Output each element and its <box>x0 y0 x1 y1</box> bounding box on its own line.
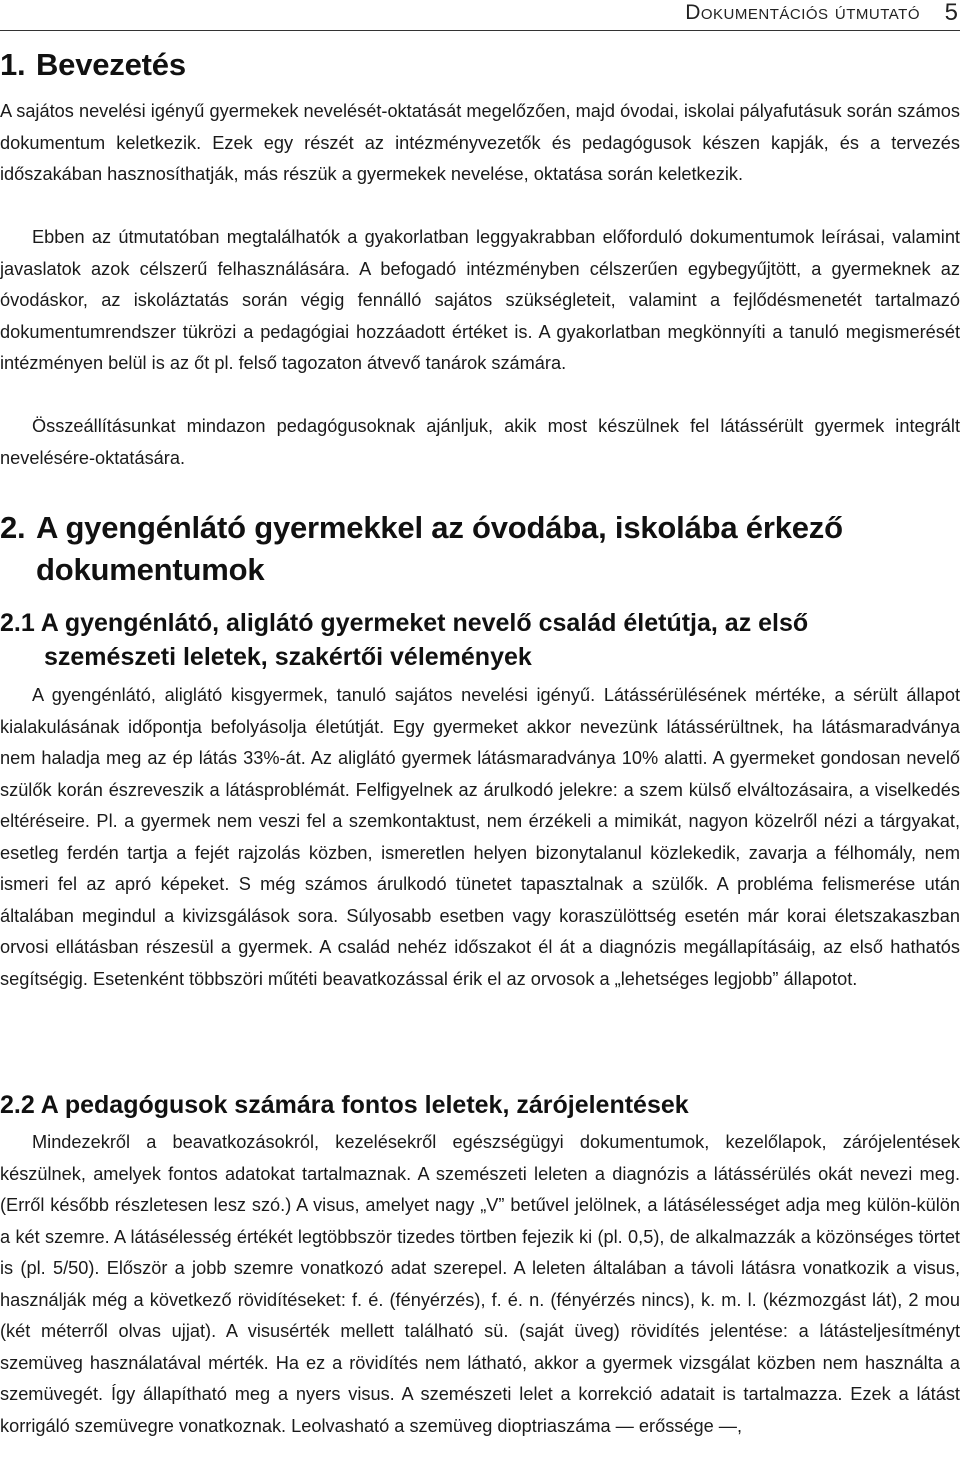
section-2-2-paragraph: Mindezekről a beavatkozásokról, kezelésekről egészségügyi dokumentumok, kezelőlapok, zárójelentések készülnek, amelyek fontos adatokat tartalmaznak. A szemészeti leleten a diagnózis a látássérülés okát nevezi meg. (Erről később részletesen lesz szó.) A visus, amelyet nagy „V” betűvel jelölnek, a látásélességet adja meg külön-külön a két szemre. A látásélesség értékét legtöbbször tizedes törtben fejezik ki (pl. 0,5), de alkalmazzák a közönséges törtet is (pl. 5/50). Először a jobb szemre vonatkozó adat szerepel. A leleten általában a távoli látásra vonatkozik a visus, használják még a következő rövidítéseket: f. é. (fényérzés), f. é. n. (fényérzés nincs), k. m. l. (kézmozgást lát), 2 mou (két méterről olvas ujjat). A visusérték mellett található sü. (saját üveg) rövidítés jelentése: a látásteljesítményt szemüveg használatával mérték. Ha ez a rövidítés nem látható, akkor a gyermek vizsgálat közben nem használta a szemüvegét. Így állapítható meg a nyers visus. A szemészeti lelet a korrekció adatait is tartalmazza. Ezek a látást korrigáló szemüvegre vonatkoznak. Leolvasható a szemüveg dioptriaszáma — erőssége —, <box>0 1132 960 1436</box>
section-2-2-heading: 2.2 A pedagógusok számára fontos leletek, zárójelentések <box>0 1091 689 1119</box>
section-2-title-line1: A gyengénlátó gyermekkel az óvodába, iskolába érkező <box>36 510 843 545</box>
section-2-1-title-line2: szemészeti leletek, szakértői vélemények <box>44 643 532 671</box>
page-number: 5 <box>944 0 958 26</box>
section-1-title: Bevezetés <box>36 47 186 82</box>
section-2-number: 2. <box>0 510 26 545</box>
section-1-number: 1. <box>0 47 26 82</box>
intro-paragraph-1: A sajátos nevelési igényű gyermekek nevelését-oktatását megelőzően, majd óvodai, iskolai pályafutásuk során számos dokumentum keletkezik. Ezek egy részét az intézményvezetők és pedagógusok készen kapják, és a tervezés időszakában hasznosíthatják, más részük a gyermekek nevelése, oktatása során keletkezik. <box>0 101 960 184</box>
section-1-heading <box>0 44 186 86</box>
intro-paragraph-2: Ebben az útmutatóban megtalálhatók a gyakorlatban leggyakrabban előforduló dokumentumok leírásai, valamint javaslatok azok célszerű felhasználására. A befogadó intézményben célszerűen egybegyűjtött, a gyermeknek az óvodáskor, az iskoláztatás során végig fennálló sajátos szükségleteit, valamint a fejlődésmenetét tartalmazó dokumentumrendszer tükrözi a pedagógiai hozzáadott értéket is. A gyakorlatban megkönnyíti a tanuló megismerését intézményen belül is az őt pl. felső tagozaton átvevő tanárok számára. <box>0 227 960 373</box>
intro-paragraph-3: Összeállításunkat mindazon pedagógusoknak ajánljuk, akik most készülnek fel látássérült gyermek integrált nevelésére-oktatására. <box>0 416 960 468</box>
running-header <box>0 0 960 31</box>
section-2-title-line2: dokumentumok <box>36 552 265 587</box>
section-2-1-paragraph: A gyengénlátó, aliglátó kisgyermek, tanuló sajátos nevelési igényű. Látássérülésének mértéke, a sérült állapot kialakulásának időpontja befolyásolja életútját. Egy gyermeket akkor nevezünk látássérültnek, ha látásmaradványa nem haladja meg az ép látás 33%-át. Az aliglátó gyermek látásmaradványa 10% alatti. A gyermeket gondosan nevelő szülők korán észreveszik a látásproblémát. Felfigyelnek az árulkodó jelekre: a szem külső elváltozásaira, a viselkedés eltéréseire. Pl. a gyermek nem veszi fel a szemkontaktust, nem érzékeli a mimikát, nagyon közelről nézi a tárgyakat, esetleg ferdén tartja a fejét rajzolás közben, ismeretlen helyen bizonytalanul közlekedik, zavarja a félhomály, nem ismeri fel az apró képeket. S még számos árulkodó tünetet tapasztalnak a szülők. A probléma felismerése után általában megindul a kivizsgálások sora. Súlyosabb esetben vagy koraszülöttség esetén már korai életszakaszban orvosi ellátásban részesül a gyermek. A család nehéz időszakot él át a diagnózis megállapításáig, az első hathatós segítségig. Esetenként többszöri műtéti beavatkozással érik el az orvosok a „lehetséges legjobb” állapotot. <box>0 685 960 989</box>
section-2-1-heading <box>0 606 808 674</box>
section-2-1-title-line1: 2.1 A gyengénlátó, aliglátó gyermeket nevelő család életútja, az első <box>0 609 809 637</box>
section-2-heading <box>0 507 940 591</box>
running-title: Dokumentációs útmutató <box>685 1 920 24</box>
